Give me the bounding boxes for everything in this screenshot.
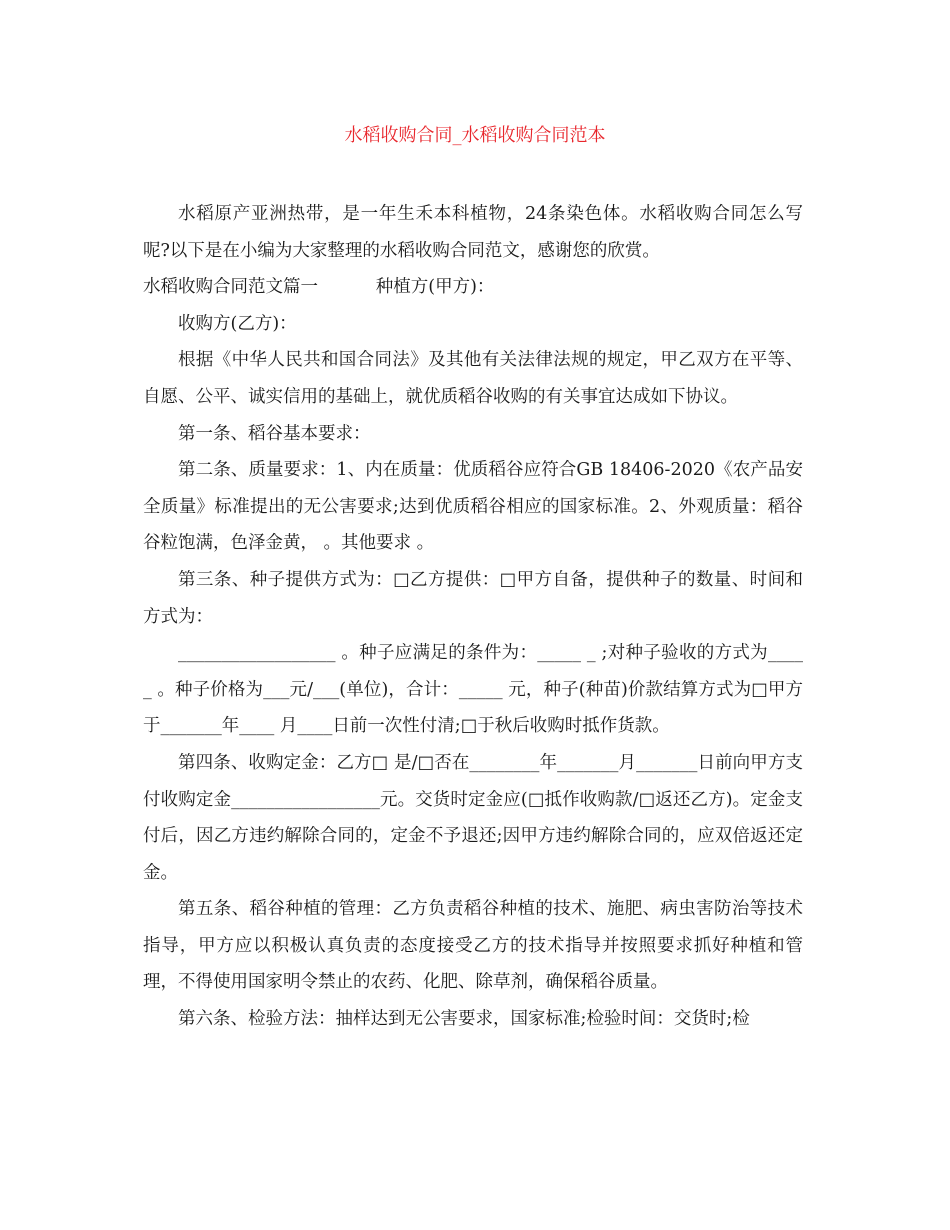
intro-paragraph: 水稻原产亚洲热带，是一年生禾本科植物，24条染色体。水稻收购合同怎么写呢?以下是在小编为大家整理的水稻收购合同范文，感谢您的欣赏。 — [143, 204, 803, 261]
preamble-paragraph: 根据《中华人民共和国合同法》及其他有关法律法规的规定，甲乙双方在平等、自愿、公平、诚实信用的基础上，就优质稻谷收购的有关事宜达成如下协议。 — [143, 350, 803, 407]
document-title: 水稻收购合同_水稻收购合同范本 — [344, 125, 606, 146]
article-4: 第四条、收购定金：乙方□ 是/□否在________年_______月_______日前向甲方支付收购定金_________________元。交货时定金应(□抵作收购款/□返还乙方)。定金支付后，因乙方违约解除合同的，定金不予退还;因甲方违约解除合同的，应双倍返还定金。 — [143, 752, 803, 883]
article-3: 第三条、种子提供方式为：□乙方提供：□甲方自备，提供种子的数量、时间和方式为： — [143, 569, 803, 627]
document-body — [143, 196, 803, 1038]
article-6: 第六条、检验方法：抽样达到无公害要求，国家标准;检验时间：交货时;检 — [178, 1009, 750, 1030]
article-1: 第一条、稻谷基本要求： — [178, 423, 371, 444]
party-b-label: 收购方(乙方)： — [178, 313, 297, 334]
article-5: 第五条、稻谷种植的管理：乙方负责稻谷种植的技术、施肥、病虫害防治等技术指导，甲方应以积极认真负责的态度接受乙方的技术指导并按照要求抓好种植和管理，不得使用国家明令禁止的农药、化肥、除草剂，确保稻谷质量。 — [143, 899, 803, 993]
article-2: 第二条、质量要求：1、内在质量：优质稻谷应符合GB 18406-2020《农产品安全质量》标准提出的无公害要求;达到优质稻谷相应的国家标准。2、外观质量：稻谷谷粒饱满，色泽金黄， 。其他要求 。 — [143, 460, 803, 554]
party-a-label: 种植方(甲方)： — [375, 277, 495, 298]
section-heading-line — [143, 269, 803, 306]
section-heading: 水稻收购合同范文篇一 — [143, 277, 318, 298]
article-3-continued: __________________ 。种子应满足的条件为：_____ _ ;对种子验收的方式为_____ 。种子价格为___元/___(单位)，合计：_____ 元，种子(种苗)价款结算方式为□甲方于_______年____ 月____日前一次性付清;□于秋后收购时抵作货款。 — [143, 643, 803, 737]
